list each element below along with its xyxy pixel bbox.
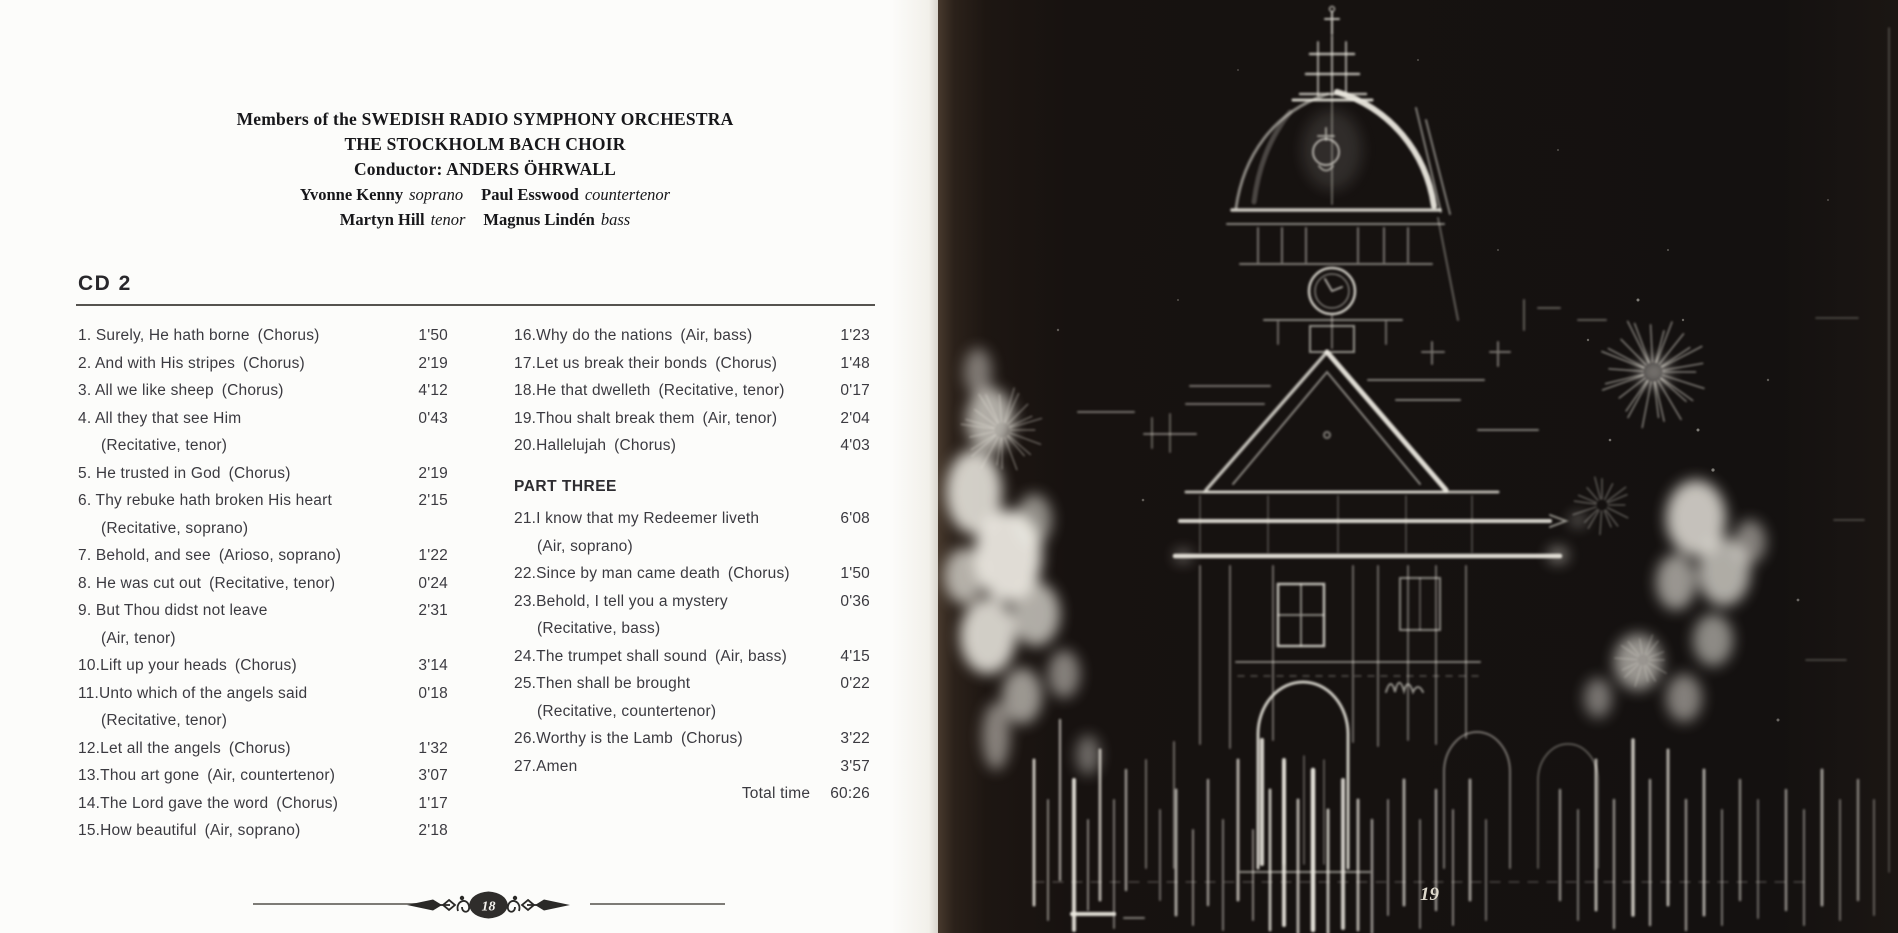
track-subtitle: (Recitative, tenor) (101, 437, 228, 454)
track-row (78, 766, 448, 786)
track-title: 11.Unto which of the angels said (78, 684, 308, 702)
track-row (78, 326, 448, 346)
total-time-row (514, 784, 870, 804)
track-time: 2'04 (840, 409, 870, 427)
page-ornament-icon (405, 888, 572, 922)
track-row (78, 546, 448, 566)
track-row (78, 381, 448, 401)
track-title: 17.Let us break their bonds (Chorus) (514, 354, 778, 372)
track-time: 3'22 (840, 730, 870, 747)
track-title: 18.He that dwelleth (Recitative, tenor) (514, 382, 785, 399)
soloist: Paul Esswood countertenor (481, 185, 671, 204)
track-row (78, 464, 448, 484)
track-time: 1'50 (840, 565, 870, 582)
track-row (78, 574, 448, 594)
firework-bursts (961, 321, 1704, 686)
track-title: 13.Thou art gone (Air, countertenor) (78, 767, 336, 784)
track-title: 26.Worthy is the Lamb (Chorus) (514, 730, 743, 747)
track-subtitle: (Air, soprano) (537, 537, 633, 555)
church-night-illustration (938, 0, 1898, 933)
part-three-heading: PART THREE (514, 478, 617, 495)
track-row (514, 757, 870, 777)
track-title: 2. And with His stripes (Chorus) (78, 354, 305, 372)
track-subtitle: (Recitative, bass) (537, 620, 661, 637)
heading-rule (76, 304, 875, 306)
track-time: 4'12 (418, 382, 448, 399)
track-time: 1'48 (840, 354, 870, 372)
track-row (514, 409, 870, 429)
track-row (514, 509, 870, 557)
track-title: 5. He trusted in God (Chorus) (78, 464, 291, 482)
track-time: 1'32 (418, 739, 448, 757)
track-time: 2'19 (418, 464, 448, 482)
track-time: 3'07 (418, 767, 448, 784)
track-row (78, 794, 448, 814)
total-time-label: Total time (741, 785, 811, 802)
track-time: 4'15 (840, 647, 870, 665)
track-row (78, 739, 448, 759)
track-row (514, 381, 870, 401)
track-time: 0'17 (840, 382, 870, 399)
track-time: 2'19 (418, 354, 448, 372)
track-title: 6. Thy rebuke hath broken His heart (78, 492, 332, 509)
track-row (78, 354, 448, 374)
track-title: 1. Surely, He hath borne (Chorus) (78, 327, 320, 344)
track-title: 3. All we like sheep (Chorus) (78, 382, 284, 399)
track-title: 10.Lift up your heads (Chorus) (78, 657, 297, 674)
track-title: 19.Thou shalt break them (Air, tenor) (514, 409, 778, 427)
track-row (514, 354, 870, 374)
total-time-value: 60:26 (830, 785, 870, 802)
track-title: 15.How beautiful (Air, soprano) (78, 822, 301, 839)
tracklist-left-column (78, 326, 448, 849)
track-time: 3'14 (418, 657, 448, 674)
track-title: 14.The Lord gave the word (Chorus) (78, 794, 339, 812)
track-subtitle: (Recitative, soprano) (101, 519, 249, 537)
soloists-row-1 (100, 183, 870, 207)
track-row (78, 821, 448, 841)
divider-line (590, 903, 725, 905)
soloists-row-2 (100, 208, 870, 232)
tracklist-part-three (514, 509, 870, 777)
footer-decoration (0, 888, 938, 928)
track-row (514, 729, 870, 749)
credits-block (100, 107, 870, 232)
track-time: 2'31 (418, 602, 448, 619)
soloist: Yvonne Kenny soprano (299, 185, 464, 204)
track-time: 6'08 (840, 510, 870, 527)
light-reflection-streaks (1034, 720, 1874, 933)
track-title: 20.Hallelujah (Chorus) (514, 437, 677, 454)
track-title: 12.Let all the angels (Chorus) (78, 739, 291, 757)
track-title: 8. He was cut out (Recitative, tenor) (78, 574, 336, 592)
conductor-line: Conductor: ANDERS ÖHRWALL (353, 159, 617, 179)
soloist: Martyn Hill tenor (339, 210, 466, 229)
track-title: 9. But Thou didst not leave (78, 602, 268, 619)
track-row (78, 684, 448, 732)
left-page (0, 0, 938, 933)
track-subtitle: (Air, tenor) (101, 629, 176, 647)
cd-heading: CD 2 (78, 272, 132, 295)
track-title: 4. All they that see Him (78, 409, 242, 427)
orchestra-line: Members of the SWEDISH RADIO SYMPHONY ORCHESTRA (236, 109, 734, 129)
divider-line (253, 903, 420, 905)
track-row (78, 491, 448, 539)
track-row (514, 592, 870, 640)
track-row (514, 326, 870, 346)
track-title: 7. Behold, and see (Arioso, soprano) (78, 547, 342, 564)
track-time: 0'22 (840, 675, 870, 692)
track-title: 23.Behold, I tell you a mystery (514, 592, 728, 610)
track-row (78, 656, 448, 676)
track-subtitle: (Recitative, countertenor) (537, 702, 717, 720)
left-page-number: 18 (481, 899, 496, 915)
track-time: 1'50 (418, 327, 448, 344)
track-time: 0'43 (418, 409, 448, 427)
soloist: Magnus Lindén bass (483, 210, 631, 229)
track-time: 3'57 (840, 757, 870, 775)
track-time: 0'18 (418, 684, 448, 702)
right-page-number: 19 (1420, 884, 1439, 905)
track-time: 1'23 (840, 327, 870, 344)
track-row (78, 409, 448, 457)
tracklist-part-two (514, 326, 870, 456)
tracklist-right-column (514, 326, 870, 804)
track-row (78, 601, 448, 649)
track-subtitle: (Recitative, tenor) (101, 712, 228, 729)
track-title: 27.Amen (514, 757, 578, 775)
track-time: 2'18 (418, 822, 448, 839)
track-title: 21.I know that my Redeemer liveth (514, 510, 760, 527)
track-time: 1'22 (418, 547, 448, 564)
track-row (514, 647, 870, 667)
church-line-art (1034, 7, 1889, 919)
track-title: 22.Since by man came death (Chorus) (514, 565, 790, 582)
track-row (514, 564, 870, 584)
choir-line: THE STOCKHOLM BACH CHOIR (344, 134, 626, 154)
track-time: 4'03 (840, 437, 870, 454)
track-time: 0'24 (418, 574, 448, 592)
track-row (514, 436, 870, 456)
track-title: 24.The trumpet shall sound (Air, bass) (514, 647, 787, 665)
right-page (938, 0, 1898, 933)
track-title: 25.Then shall be brought (514, 675, 691, 692)
track-row (514, 674, 870, 722)
track-time: 2'15 (418, 492, 448, 509)
track-time: 1'17 (418, 794, 448, 812)
track-time: 0'36 (840, 592, 870, 610)
track-title: 16.Why do the nations (Air, bass) (514, 327, 753, 344)
